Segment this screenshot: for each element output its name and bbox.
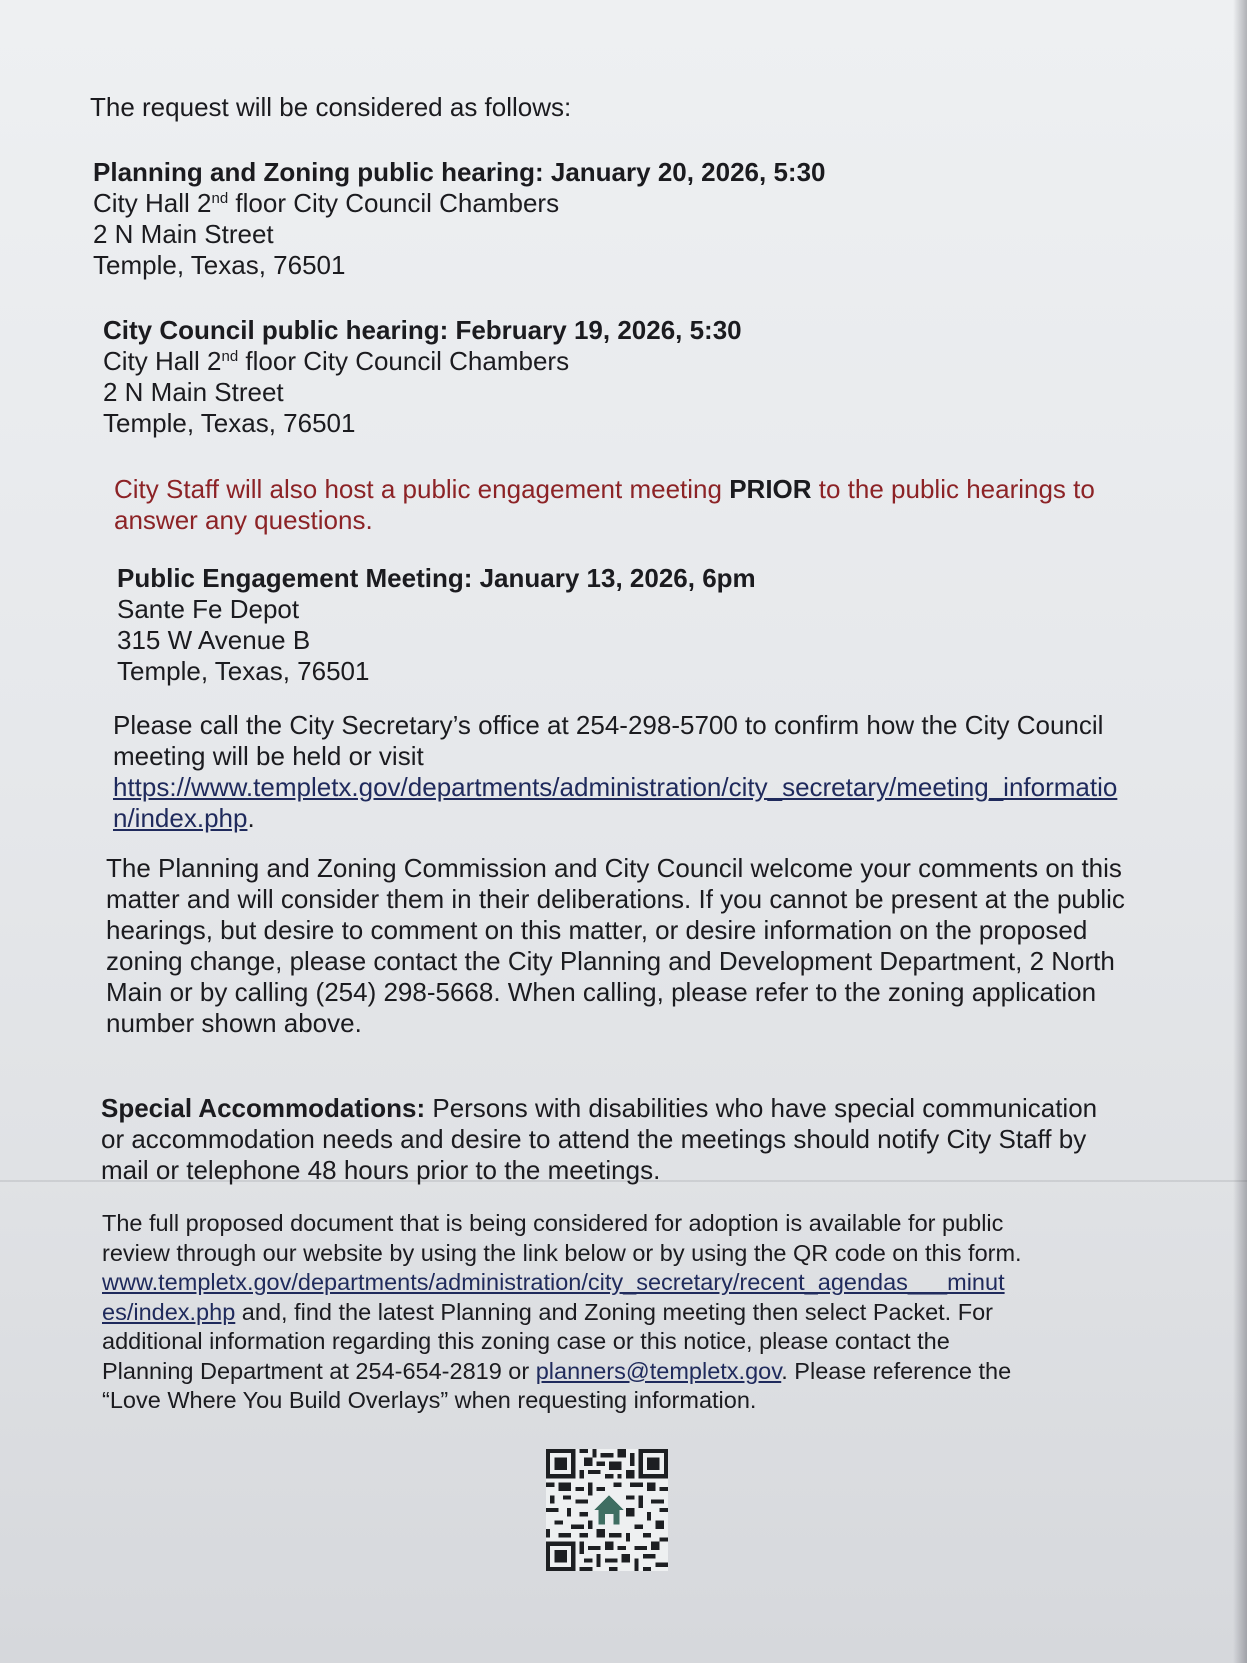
agendas-link[interactable]: www.templetx.gov/departments/administration/city_secretary/recent_agendas___minut [102, 1269, 1005, 1295]
pz-hearing-block [93, 157, 826, 281]
accommodations-label: Special Accommodations: [101, 1093, 426, 1123]
planners-email-link[interactable]: planners@templetx.gov [535, 1357, 782, 1384]
pz-hearing-street: 2 N Main Street [93, 219, 274, 249]
qr-code-icon[interactable] [546, 1449, 668, 1571]
agendas-link-cont[interactable]: es/index.php [102, 1298, 236, 1325]
meeting-info-link-cont[interactable]: n/index.php [113, 803, 248, 833]
pz-hearing-heading: Planning and Zoning public hearing: January 20, 2026, 5:30 [93, 157, 826, 187]
pz-hearing-location: City Hall 2nd floor City Council Chambers [93, 188, 560, 218]
secretary-block: Please call the City Secretary’s office at 254-298-5700 to confirm how the City Council meeting will be held or visit https://www.templetx.gov/departments/administration/city_secretary/meeting_informatio n/index.php. [113, 710, 1118, 833]
full-document-paragraph: The full proposed document that is being considered for adoption is available for public review through our website by using the link below or by using the QR code on this form. www.templetx.gov/departments/administration/city_secretary/recent_agendas___minut es/index.php and, find the latest Planning and Zoning meeting then select Packet. For additional information regarding this zoning case or this notice, please contact the Planning Department at 254-654-2819 or planners@templetx.gov. Please reference the “Love Where You Build Overlays” when requesting information. [102, 1210, 1022, 1413]
cc-hearing-street: 2 N Main Street [103, 377, 284, 407]
engagement-note: City Staff will also host a public engagement meeting PRIOR to the public hearings to answer any questions. [114, 474, 1095, 535]
engagement-meeting-venue: Sante Fe Depot [117, 594, 300, 624]
pz-hearing-city: Temple, Texas, 76501 [93, 250, 346, 280]
meeting-info-link[interactable]: https://www.templetx.gov/departments/administration/city_secretary/meeting_informatio [113, 772, 1118, 802]
accommodations-paragraph: Special Accommodations: Persons with disabilities who have special communication or accommodation needs and desire to attend the meetings should notify City Staff by mail or telephone 48 hours prior to the meetings. [101, 1093, 1098, 1185]
intro-text: The request will be considered as follows: [90, 92, 572, 122]
cc-hearing-block [103, 315, 742, 439]
cc-hearing-location: City Hall 2nd floor City Council Chambers [103, 346, 570, 376]
comments-paragraph: The Planning and Zoning Commission and City Council welcome your comments on this matter and will consider them in their deliberations. If you cannot be present at the public hearings, but desire to comment on this matter, or desire information on the proposed zoning change, please contact the City Planning and Development Department, 2 North Main or by calling (254) 298-5668. When calling, please refer to the zoning application number shown above. [106, 853, 1125, 1038]
cc-hearing-heading: City Council public hearing: February 19, 2026, 5:30 [103, 315, 742, 345]
engagement-meeting-city: Temple, Texas, 76501 [117, 656, 370, 686]
engagement-meeting-heading: Public Engagement Meeting: January 13, 2026, 6pm [117, 563, 756, 593]
engagement-meeting-block [117, 563, 756, 687]
cc-hearing-city: Temple, Texas, 76501 [103, 408, 356, 438]
engagement-meeting-street: 315 W Avenue B [117, 625, 311, 655]
